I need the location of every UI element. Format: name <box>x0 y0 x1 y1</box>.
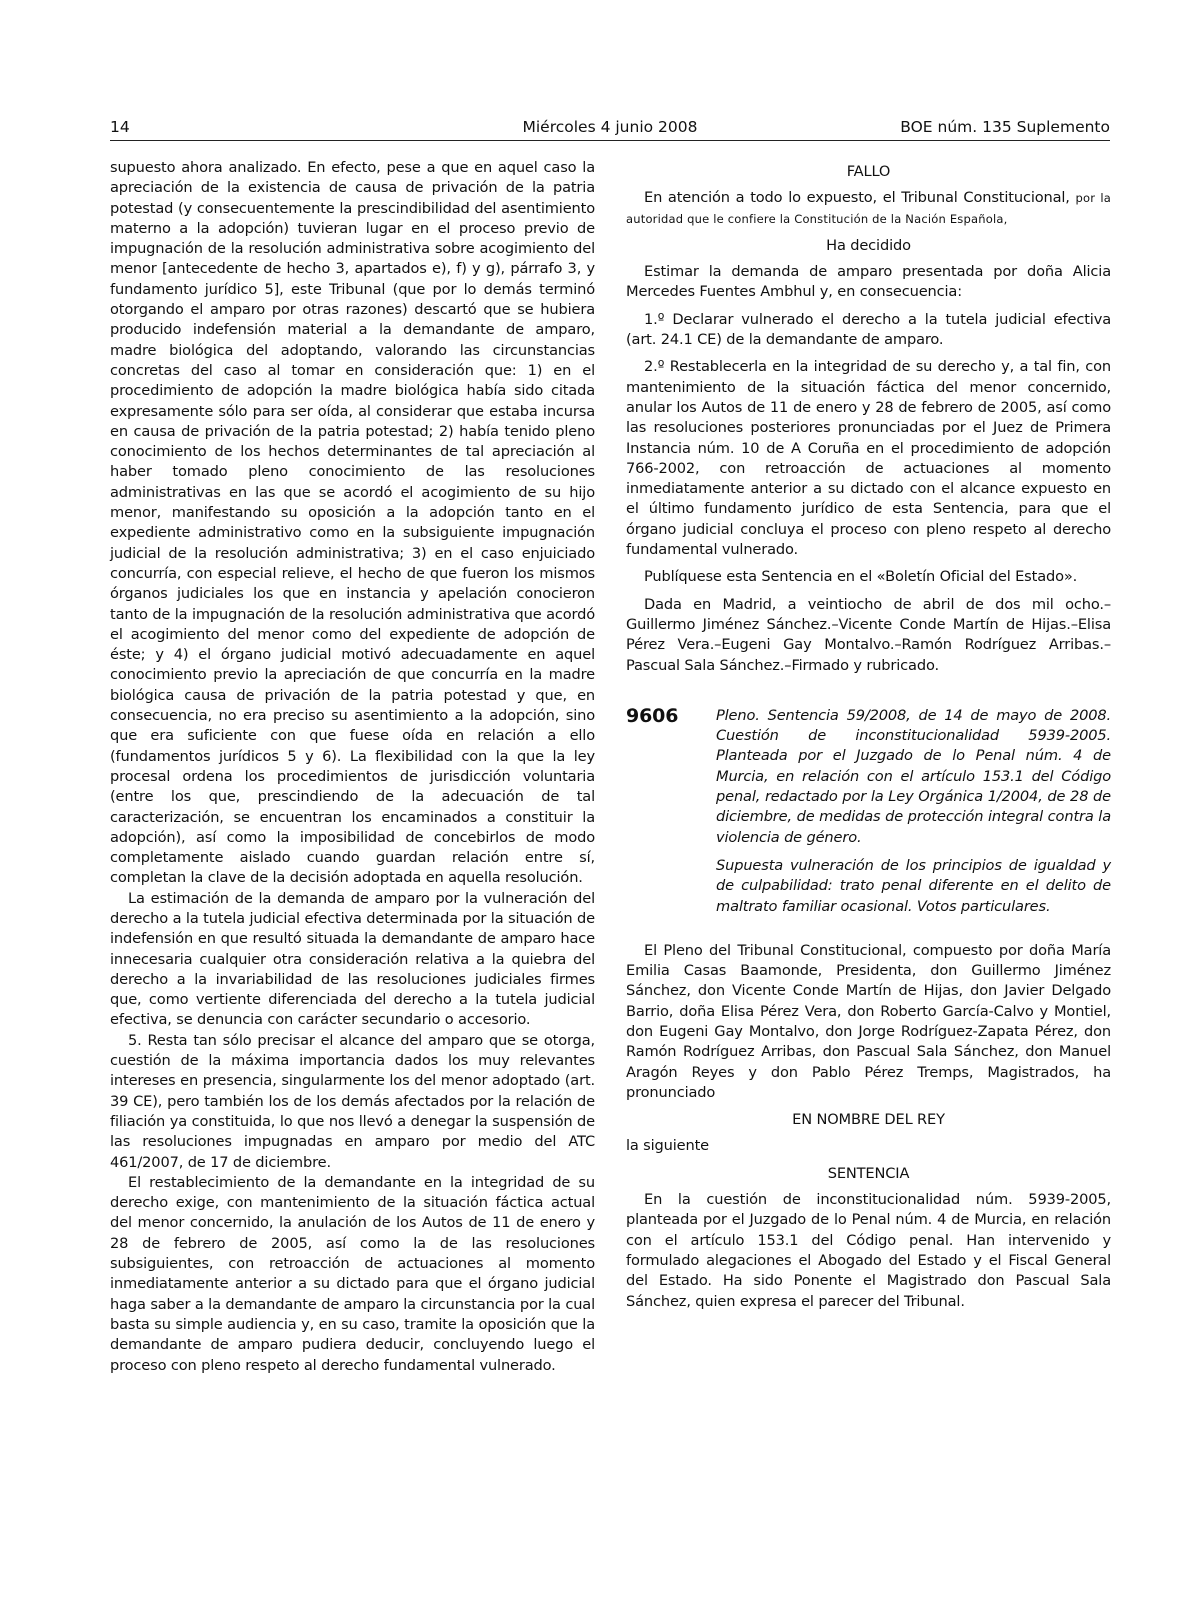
paragraph: El Pleno del Tribunal Constitucional, compuesto por doña María Emilia Casas Baamonde, Presidenta, don Guillermo Jiménez Sánchez, don Vicente Conde Martín de Hijas, don Javier Delgado Barrio, doña Elisa Pérez Vera, don Roberto García-Calvo y Montiel, don Eugeni Gay Montalvo, don Jorge Rodríguez-Zapata Pérez, don Ramón Rodríguez Arribas, don Pascual Sala Sánchez, don Manuel Aragón Reyes y don Pablo Pérez Tremps, Magistrados, ha pronunciado <box>626 941 1111 1101</box>
entry-summary: Supuesta vulneración de los principios de igualdad y de culpabilidad: trato penal diferente en el delito de maltrato familiar ocasional. Votos particulares. <box>716 856 1111 915</box>
left-column <box>110 158 595 1376</box>
paragraph: 2.º Restablecerla en la integridad de su derecho y, a tal fin, con mantenimiento de la situación fáctica del menor concernido, anular los Autos de 11 de enero y 28 de febrero de 2005, así como las resoluciones posteriores pronunciadas por el Juez de Primera Instancia núm. 10 de A Coruña en el procedimiento de adopción 766-2002, con retroacción de actuaciones al momento inmediatamente anterior a su dictado con el alcance expuesto en el último fundamento jurídico de esta Sentencia, para que el órgano judicial concluya el proceso con pleno respeto al derecho fundamental vulnerado. <box>626 358 1111 559</box>
header-date: Miércoles 4 junio 2008 <box>522 118 698 136</box>
paragraph: Estimar la demanda de amparo presentada por doña Alicia Mercedes Fuentes Ambhul y, en consecuencia: <box>626 263 1111 301</box>
small-caps-text: por la autoridad que le confiere la Constitución de la Nación Española, <box>626 191 1111 226</box>
paragraph <box>626 188 1111 229</box>
la-siguiente-text: la siguiente <box>626 1137 709 1155</box>
page-header <box>110 118 1110 141</box>
right-column <box>626 158 1111 1319</box>
entry-title: Pleno. Sentencia 59/2008, de 14 de mayo de 2008. Cuestión de inconstitucionalidad 5939-2005. Planteada por el Juzgado de lo Penal núm. 4 de Murcia, en relación con el artículo 153.1 del Código penal, redactado por la Ley Orgánica 1/2004, de 28 de diciembre, de medidas de protección integral contra la violencia de género. <box>716 706 1111 846</box>
journal-issue: BOE núm. 135 Suplemento <box>900 118 1110 136</box>
paragraph: Dada en Madrid, a veintiocho de abril de dos mil ocho.–Guillermo Jiménez Sánchez.–Vicente Conde Martín de Hijas.–Elisa Pérez Vera.–Eugeni Gay Montalvo.–Ramón Rodríguez Arribas.–Pascual Sala Sánchez.–Firmado y rubricado. <box>626 595 1111 674</box>
paragraph: El restablecimiento de la demandante en la integridad de su derecho exige, con mantenimiento de la situación fáctica actual del menor concernido, la anulación de los Autos de 11 de enero y 28 de febrero de 2005, así como la de las resoluciones subsiguientes, con retroacción de actuaciones al momento inmediatamente anterior a su dictado para que el órgano judicial haga saber a la demandante de amparo la circunstancia por la cual basta su simple audiencia y, en su caso, tramite la oposición que la demandante de amparo pudiera deducir, concluyendo luego el proceso con pleno respeto al derecho fundamental vulnerado. <box>110 1173 595 1374</box>
paragraph: supuesto ahora analizado. En efecto, pese a que en aquel caso la apreciación de la existencia de causa de privación de la patria potestad (y consecuentemente la prescindibilidad del asentimiento materno a la adopción) tuvieran lugar en el proceso previo de impugnación de la resolución administrativa sobre acogimiento del menor [antecedente de hecho 3, apartados e), f) y g), párrafo 3, y fundamento jurídico 5], este Tribunal (que por lo demás terminó otorgando el amparo por otras razones) descartó que se hubiera producido indefensión material a la demandante de amparo, madre biológica del adoptando, valorando las circunstancias concretas del caso al tomar en consideración que: 1) en el procedimiento de adopción la madre biológica había sido citada expresamente sólo para ser oída, al considerar que estaba incursa en causa de privación de la patria potestad; 2) había tenido pleno conocimiento de los hechos determinantes de tal apreciación al haber tomado pleno conocimiento de las resoluciones administrativas en las que se acordó el acogimiento de su hijo menor, manifestando su oposición a la adopción tanto en el expediente administrativo como en la subsiguiente impugnación judicial de la resolución administrativa; 3) en el caso enjuiciado concurría, con especial relieve, el hecho de que fueron los mismos órganos judiciales los que en instancia y apelación conocieron tanto de la impugnación de la resolución administrativa que acordó el acogimiento del menor como del expediente de adopción de éste; y 4) el órgano judicial motivó adecuadamente en aquel conocimiento previo la apreciación de que concurría en la madre biológica causa de privación de la patria potestad y que, en consecuencia, no era preciso su asentimiento a la adopción, sino que era suficiente con que fuese oída en relación a ello (fundamentos jurídicos 5 y 6). La flexibilidad con la que la ley procesal ordena los procedimientos de jurisdicción voluntaria (entre los que, prescindiendo de la adecuación de tal caracterización, se encuentran los encaminados a constituir la adopción), así como la imposibilidad de concebirlos de modo completamente aislado cuando guardan relación entre sí, completan la clave de la decisión adoptada en aquella resolución. <box>110 159 595 887</box>
paragraph: En la cuestión de inconstitucionalidad núm. 5939-2005, planteada por el Juzgado de lo Penal núm. 4 de Murcia, en relación con el artículo 153.1 del Código penal. Han intervenido y formulado alegaciones el Abogado del Estado y el Fiscal General del Estado. Ha sido Ponente el Magistrado don Pascual Sala Sánchez, quien expresa el parecer del Tribunal. <box>626 1191 1111 1310</box>
en-nombre-heading: EN NOMBRE DEL REY <box>792 1111 945 1129</box>
paragraph: 1.º Declarar vulnerado el derecho a la tutela judicial efectiva (art. 24.1 CE) de la demandante de amparo. <box>626 310 1111 349</box>
paragraph: 5. Resta tan sólo precisar el alcance del amparo que se otorga, cuestión de la máxima importancia dados los muy relevantes intereses en presencia, singularmente los del menor adoptado (art. 39 CE), pero también los de los demás afectados por la relación de filiación ya constituida, lo que nos llevó a denegar la suspensión de las resoluciones impugnadas en amparo por medio del ATC 461/2007, de 17 de diciembre. <box>110 1031 595 1171</box>
ha-decidido-heading: Ha decidido <box>826 236 911 254</box>
paragraph: La estimación de la demanda de amparo por la vulneración del derecho a la tutela judicial efectiva determinada por la situación de indefensión en que resultó situada la demandante de amparo hace innecesaria cualquier otra consideración relativa a la quiebra del derecho a la invariabilidad de las resoluciones judiciales firmes que, como vertiente diferenciada del derecho a la tutela judicial efectiva, se denuncia con carácter secundario o accesorio. <box>110 889 595 1029</box>
page-number: 14 <box>110 118 130 136</box>
ruling-entry <box>626 706 1111 925</box>
sentencia-heading: SENTENCIA <box>827 1164 910 1182</box>
paragraph: Publíquese esta Sentencia en el «Boletín Oficial del Estado». <box>644 568 1078 586</box>
entry-text <box>716 706 1111 925</box>
fallo-heading: FALLO <box>846 163 891 180</box>
paragraph-text: En atención a todo lo expuesto, el Tribunal Constitucional, <box>644 189 1076 207</box>
entry-number: 9606 <box>626 704 679 727</box>
